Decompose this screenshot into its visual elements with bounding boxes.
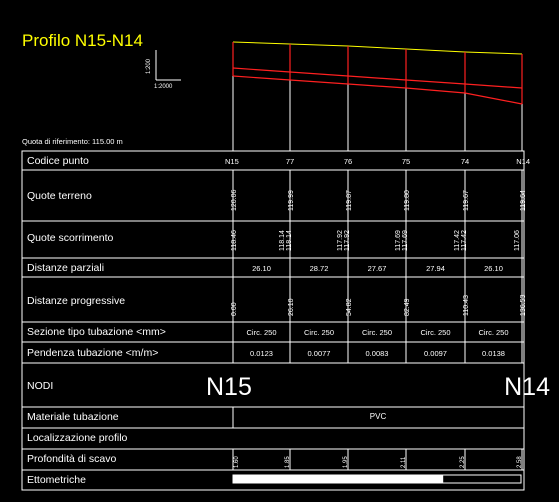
invert-elevation-in: 118.14 (279, 230, 286, 251)
terrain-elevation: 119.64 (520, 190, 527, 211)
node-code: 76 (343, 157, 353, 166)
partial-distance: 27.67 (367, 264, 387, 273)
terrain-elevation: 119.67 (463, 190, 470, 211)
invert-elevation: 117.06 (514, 230, 521, 251)
horizontal-scale-label: 1:2000 (154, 84, 173, 90)
row-label-materiale: Materiale tubazione (27, 411, 119, 423)
excavation-depth: 2.58 (517, 456, 523, 468)
row-label-ettometriche: Ettometriche (27, 474, 86, 486)
pipe-crown-line (233, 68, 522, 88)
progressive-distance: 0.00 (231, 302, 238, 316)
invert-elevation-in: 117.42 (454, 230, 461, 251)
pipe-section: Circ. 250 (361, 328, 393, 337)
row-label-sezione: Sezione tipo tubazione <mm> (27, 326, 166, 338)
node-code: 75 (401, 157, 411, 166)
row-label-distanze-progressive: Distanze progressive (27, 295, 126, 307)
pipe-slope: 0.0083 (365, 349, 389, 358)
partial-distance: 27.94 (426, 264, 445, 273)
progressive-distance: 110.43 (463, 295, 470, 316)
pipe-invert-line (233, 76, 522, 104)
partial-distance: 26.10 (484, 264, 503, 273)
pipe-section: Circ. 250 (420, 328, 451, 337)
reference-elevation: Quota di riferimento: 115.00 m (22, 137, 123, 146)
row-label-codice-punto: Codice punto (27, 155, 89, 167)
row-labels (27, 155, 166, 486)
row-label-quote-terreno: Quote terreno (27, 190, 92, 202)
node-code: 74 (460, 157, 470, 166)
row-label-pendenza: Pendenza tubazione <m/m> (27, 347, 159, 359)
partial-distance: 28.72 (309, 264, 329, 273)
node-code: 77 (285, 157, 295, 166)
excavation-depth: 2.25 (460, 456, 466, 468)
pipe-slope: 0.0097 (424, 349, 447, 358)
row-label-distanze-parziali: Distanze parziali (27, 262, 105, 274)
pipe-slope: 0.0138 (482, 349, 505, 358)
nodi-start-label: N15 (206, 373, 252, 401)
scale-indicator (146, 50, 181, 90)
partial-distance: 26.10 (252, 264, 271, 273)
row-label-nodi: NODI (27, 380, 54, 392)
invert-elevation-out: 117.42 (461, 230, 468, 251)
material-value: PVC (369, 412, 387, 421)
excavation-depth: 2.11 (401, 456, 407, 468)
terrain-line (233, 42, 522, 54)
terrain-elevation: 119.80 (404, 190, 411, 211)
terrain-elevation: 119.87 (346, 190, 353, 211)
ettometriche-bar (233, 475, 521, 483)
progressive-distance: 82.49 (404, 298, 411, 316)
vertical-scale-label: 1:200 (146, 58, 152, 74)
terrain-elevation: 119.99 (288, 190, 295, 211)
invert-elevation-out: 117.69 (402, 230, 409, 251)
row-label-profondita: Profondità di scavo (27, 453, 117, 465)
pipe-section: Circ. 250 (246, 328, 277, 337)
terrain-elevation: 120.06 (231, 189, 238, 211)
pipe-section: Circ. 250 (303, 328, 335, 337)
row-label-quote-scorrimento: Quote scorrimento (27, 232, 114, 244)
invert-elevation-out: 118.14 (286, 230, 293, 251)
nodi-end-label: N14 (504, 373, 550, 401)
excavation-depth: 1.60 (234, 456, 240, 468)
node-code: N15 (225, 157, 239, 166)
profile-title: Profilo N15-N14 (22, 31, 143, 50)
pipe-slope: 0.0077 (307, 349, 331, 358)
invert-elevation-out: 117.92 (344, 230, 351, 251)
invert-elevation-in: 117.69 (395, 230, 402, 251)
progressive-distance: 136.53 (520, 294, 527, 316)
pipe-slope: 0.0123 (250, 349, 273, 358)
invert-elevation-in: 117.92 (337, 230, 344, 251)
ettometriche-fill (233, 475, 443, 483)
progressive-distance: 26.10 (288, 298, 295, 316)
invert-elevation: 118.46 (231, 230, 238, 251)
node-code: N14 (516, 157, 530, 166)
excavation-depth: 1.95 (343, 456, 349, 468)
excavation-depth: 1.85 (285, 456, 291, 468)
progressive-distance: 54.82 (346, 298, 353, 316)
row-label-localizzazione: Localizzazione profilo (27, 432, 128, 444)
pipe-section: Circ. 250 (478, 328, 509, 337)
